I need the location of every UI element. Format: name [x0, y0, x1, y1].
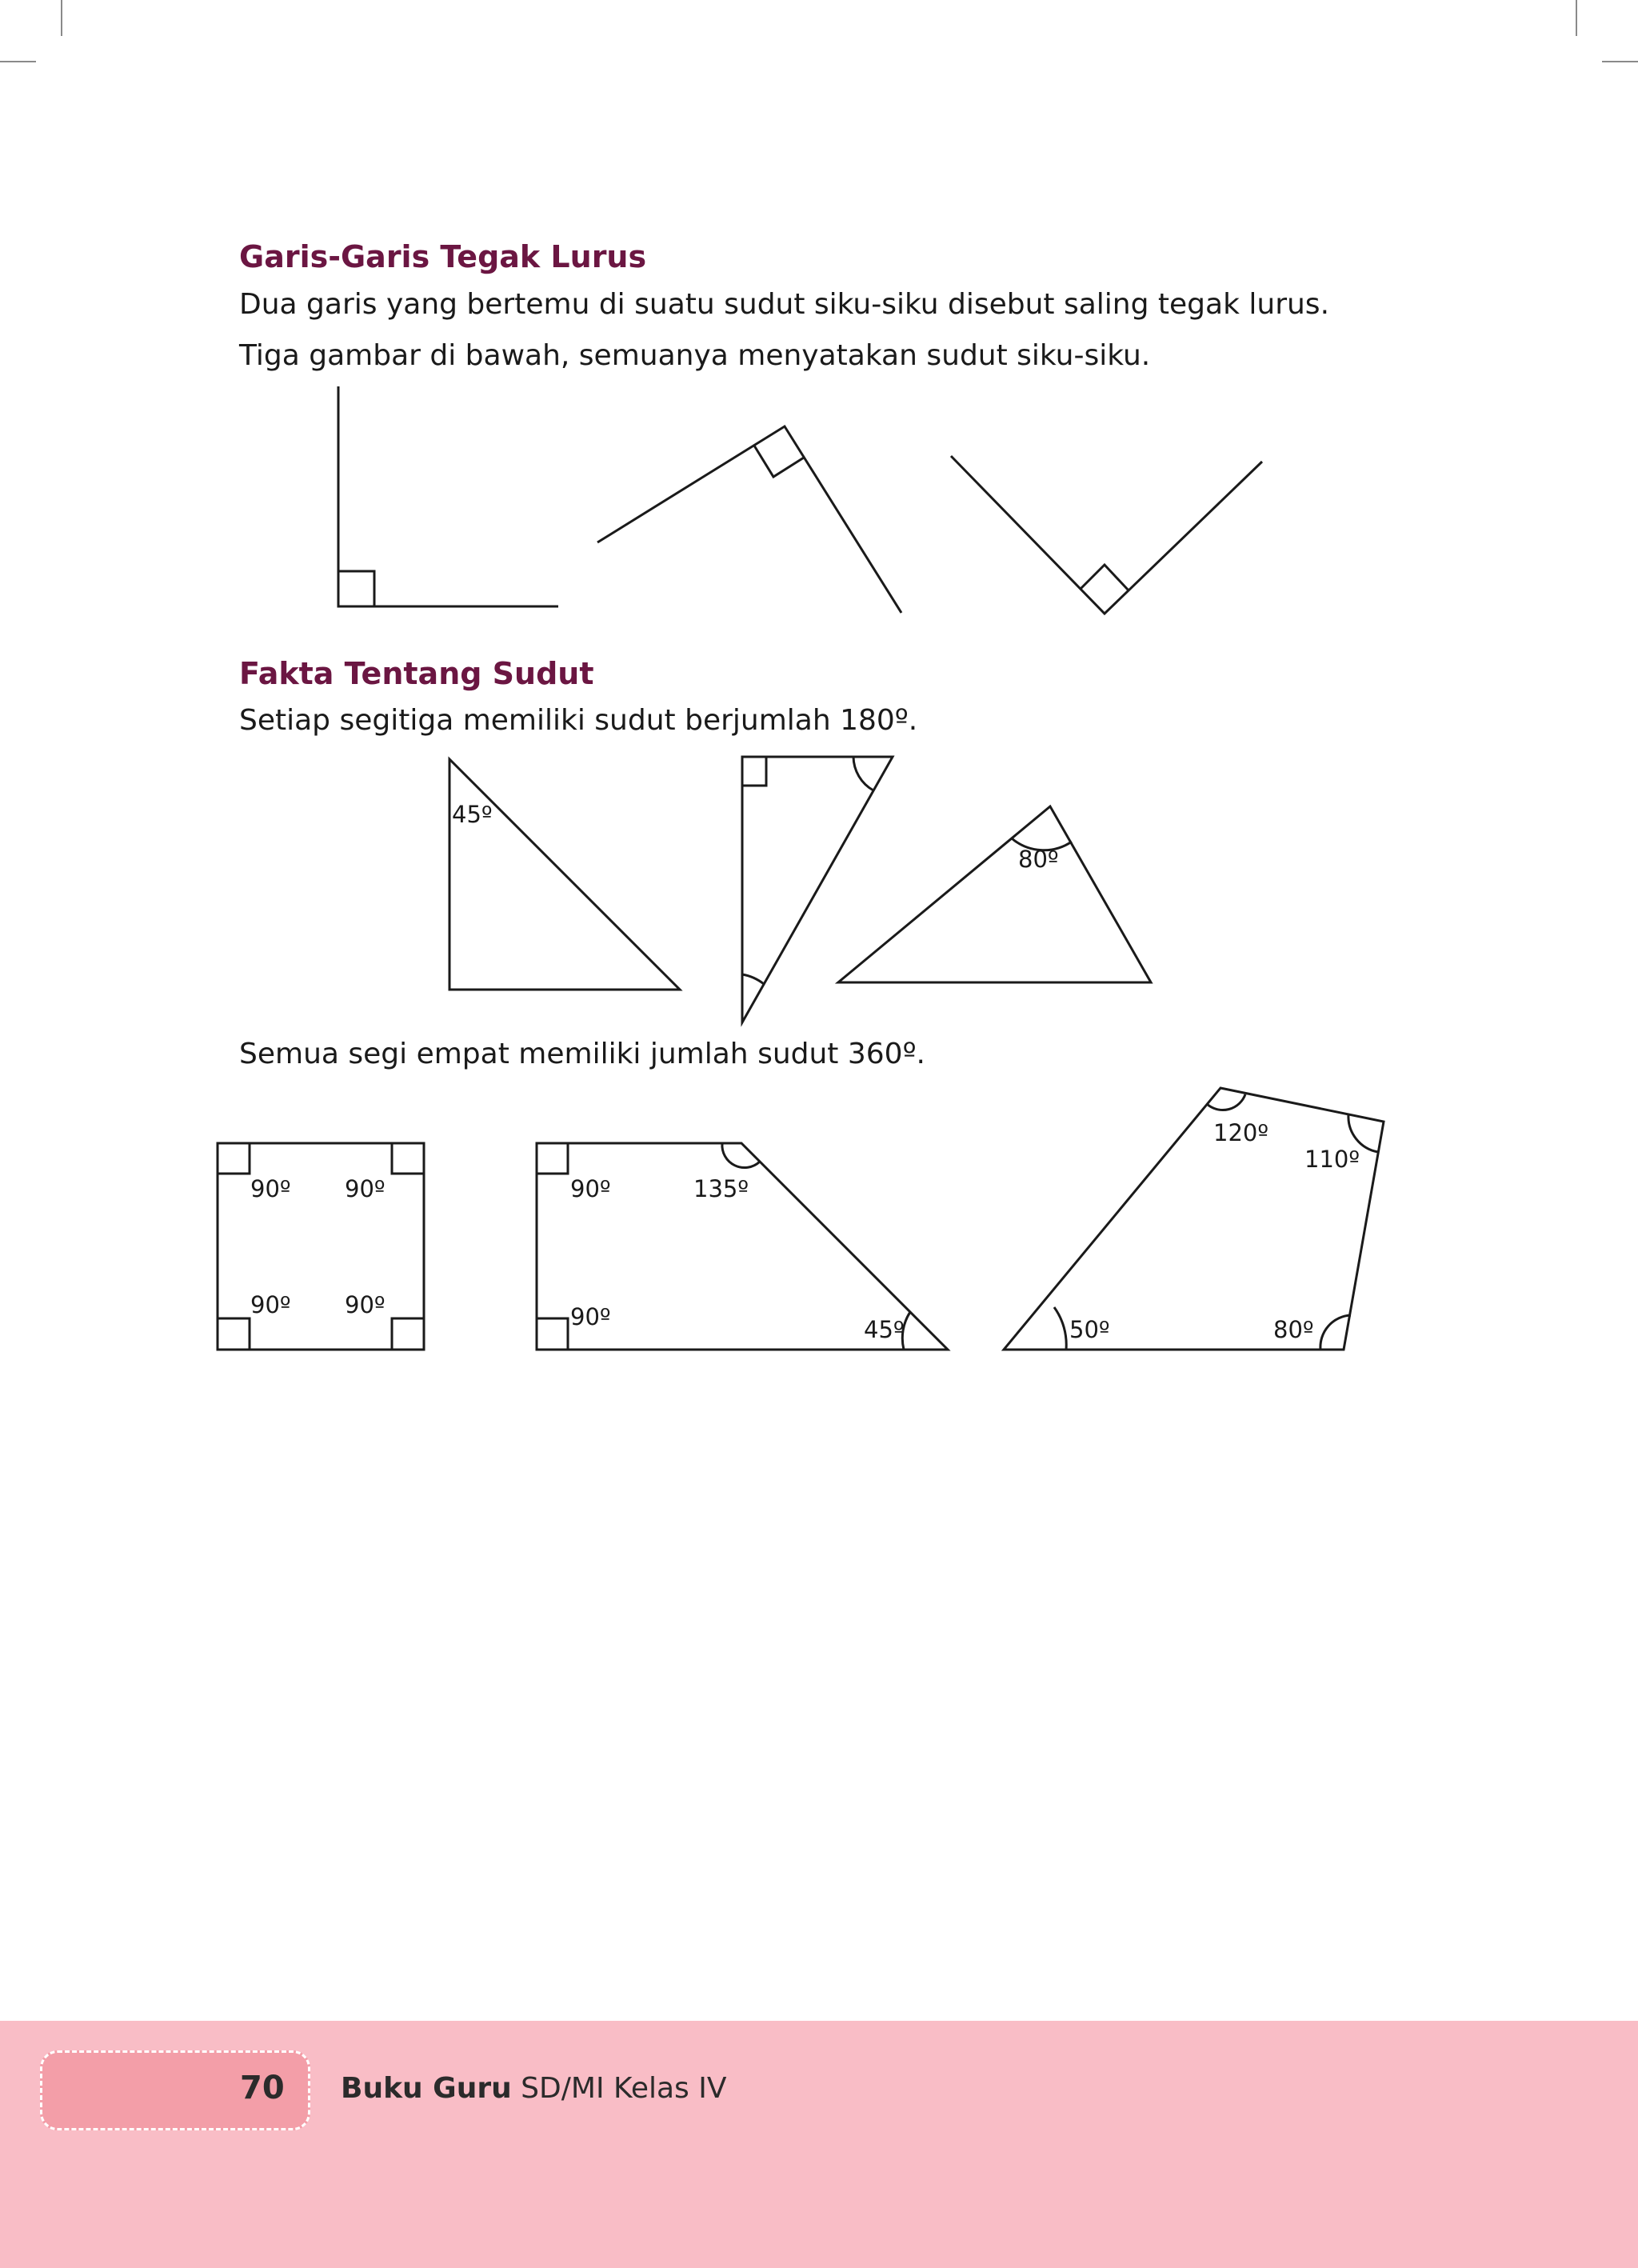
footer-title-bold: Buku Guru	[341, 2072, 512, 2105]
angle-label: 80º	[1018, 846, 1059, 873]
right-angle-figure-3	[951, 456, 1262, 614]
paragraph-right-angle-figures: Tiga gambar di bawah, semuanya menyatakan sudut siku-siku.	[239, 339, 1151, 372]
angle-label: 80º	[1273, 1316, 1314, 1343]
angle-label: 90º	[250, 1291, 291, 1318]
triangle-80	[838, 806, 1151, 982]
angle-label: 50º	[1069, 1316, 1110, 1343]
section-heading-angle-facts: Fakta Tentang Sudut	[239, 656, 594, 691]
triangle-45	[449, 759, 680, 990]
angle-label: 90º	[250, 1175, 291, 1202]
angle-label: 90º	[345, 1291, 386, 1318]
paragraph-triangle-sum: Setiap segitiga memiliki sudut berjumlah 180º.	[239, 704, 918, 737]
angle-label: 120º	[1213, 1119, 1269, 1146]
angle-label: 135º	[693, 1175, 749, 1202]
angle-label: 90º	[570, 1175, 611, 1202]
footer-book-title	[341, 2072, 726, 2105]
quadrilateral-shape	[1004, 1088, 1384, 1350]
section-heading-perpendicular: Garis-Garis Tegak Lurus	[239, 239, 647, 274]
right-angle-figure-2	[597, 426, 901, 613]
angle-label: 110º	[1304, 1146, 1360, 1173]
page-number: 70	[240, 2070, 285, 2106]
angle-label: 45º	[864, 1316, 905, 1343]
paragraph-quadrilateral-sum: Semua segi empat memiliki jumlah sudut 360º.	[239, 1038, 925, 1070]
angle-label: 45º	[452, 801, 493, 828]
angle-label: 90º	[345, 1175, 386, 1202]
angle-label: 90º	[570, 1303, 611, 1330]
trapezoid-shape	[537, 1143, 948, 1350]
square-shape	[218, 1143, 424, 1350]
footer-title-rest: SD/MI Kelas IV	[511, 2072, 727, 2105]
paragraph-perpendicular-definition: Dua garis yang bertemu di suatu sudut siku-siku disebut saling tegak lurus.	[239, 288, 1330, 321]
right-angle-figure-1	[338, 386, 558, 606]
